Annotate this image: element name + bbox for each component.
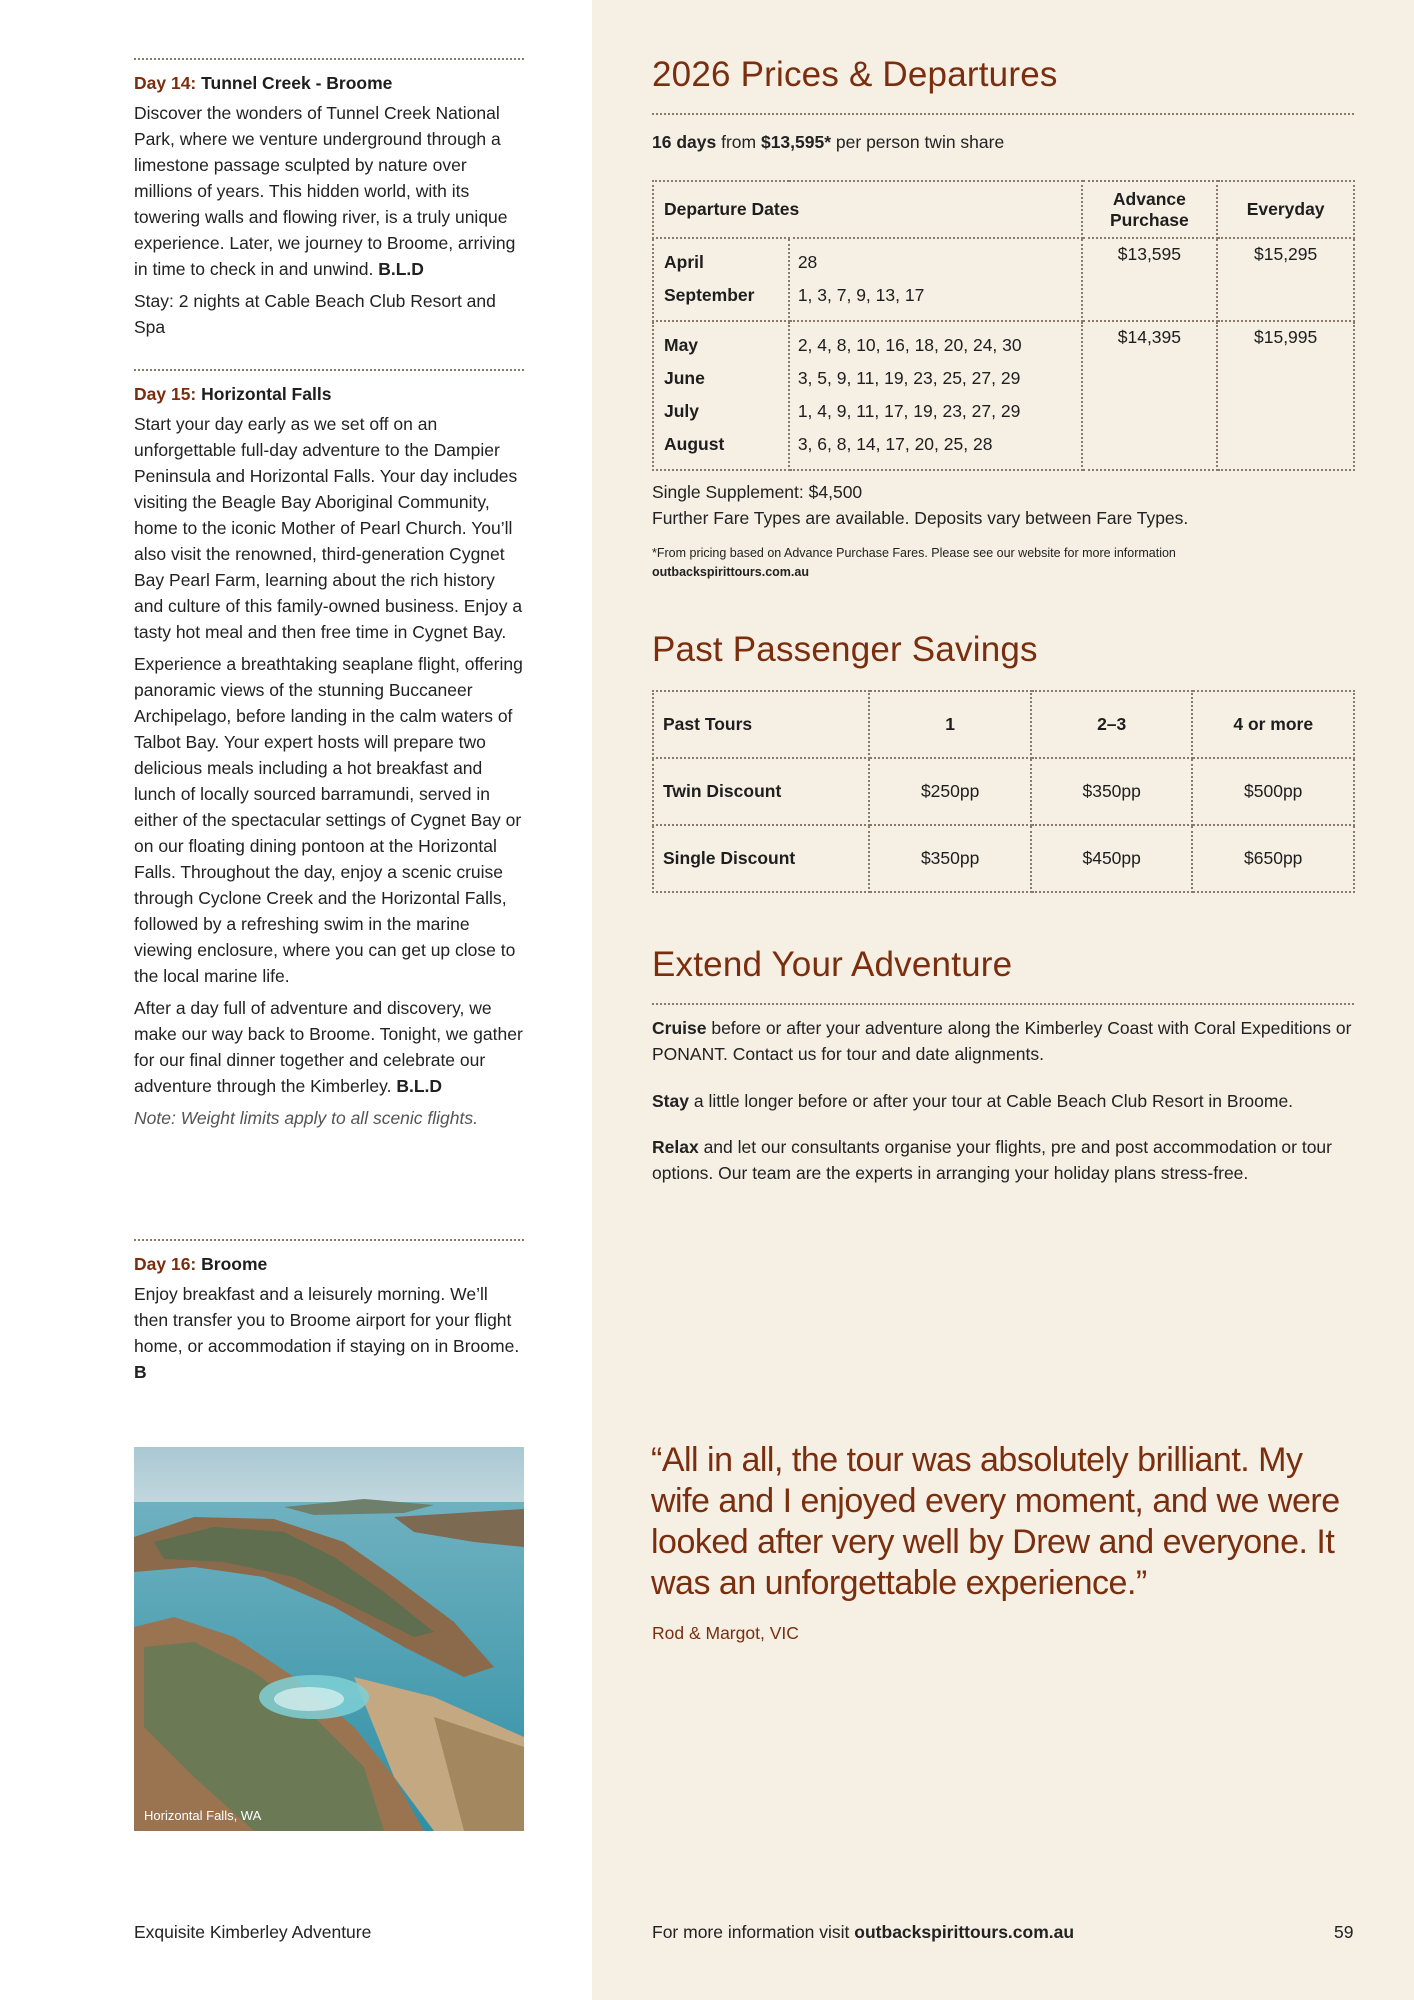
table-row <box>653 758 1354 825</box>
day-15-section <box>134 369 524 1131</box>
table-row <box>653 825 1354 892</box>
savings-header-row <box>653 691 1354 758</box>
day-16-title: Broome <box>201 1254 268 1274</box>
twin-discount-2-3: $350pp <box>1031 758 1193 825</box>
twin-discount-label: Twin Discount <box>653 758 869 825</box>
day-15-paragraph-1: Start your day early as we set off on an unforgettable full-day adventure to the Dampier Peninsula and Horizontal Falls. Your day includes visiting the Beagle Bay Aboriginal Community, home to the iconic Mother of Pearl Church. You’ll also visit the renowned, third-generation Cygnet Bay Pearl Farm, learning about the rich history and culture of this family-owned business. Enjoy a tasty hot meal and then free time in Cygnet Bay. <box>134 414 523 642</box>
single-discount-label: Single Discount <box>653 825 869 892</box>
table-row <box>653 238 1354 321</box>
savings-heading: Past Passenger Savings <box>652 630 1038 669</box>
single-supplement: Single Supplement: $4,500 <box>652 482 863 502</box>
cruise-option: Cruise before or after your adventure along the Kimberley Coast with Coral Expeditions or PONANT. Contact us for tour and date alignments. <box>652 1018 1352 1064</box>
divider <box>652 1003 1354 1005</box>
day-16-section <box>134 1239 524 1385</box>
stay-option: Stay a little longer before or after your tour at Cable Beach Club Resort in Broome. <box>652 1091 1294 1111</box>
group-2-advance-price: $14,395 <box>1082 321 1218 470</box>
day-15-paragraph-2: Experience a breathtaking seaplane flight, offering panoramic views of the stunning Buccaneer Archipelago, before landing in the calm waters of Talbot Bay. Your expert hosts will prepare two delicious meals including a hot breakfast and lunch of locally sourced barramundi, served in either of the spectacular settings of Cygnet Bay or on our floating dining pontoon at the Horizontal Falls. Throughout the day, enjoy a scenic cruise through Cyclone Creek and the Horizontal Falls, followed by a refreshing swim in the marine viewing enclosure, where you can get up close to the local marine life. <box>134 654 523 986</box>
footer-tour-name: Exquisite Kimberley Adventure <box>134 1922 372 1942</box>
group-2-months: May June July August <box>653 321 789 470</box>
table-row <box>653 321 1354 470</box>
extend-heading: Extend Your Adventure <box>652 945 1013 984</box>
day-15-meals: B.L.D <box>396 1076 443 1096</box>
day-16-meals: B <box>134 1362 147 1382</box>
divider <box>652 113 1354 115</box>
prices-heading: 2026 Prices & Departures <box>652 55 1058 94</box>
footer-info: For more information visit outbackspirittours.com.au <box>652 1922 1075 1942</box>
divider <box>134 58 524 60</box>
day-14-label: Day 14: <box>134 73 197 93</box>
past-passenger-savings-table <box>652 690 1355 893</box>
from-price: $13,595* <box>760 132 832 152</box>
day-16-label: Day 16: <box>134 1254 197 1274</box>
day-15-heading <box>134 383 524 405</box>
tour-duration: 16 days <box>652 132 717 152</box>
group-1-advance-price: $13,595 <box>1082 238 1218 321</box>
day-15-paragraph-3: After a day full of adventure and discovery, we make our way back to Broome. Tonight, we gather for our final dinner together and celebrate our adventure through the Kimberley. B.L.D <box>134 998 523 1096</box>
page-number: 59 <box>1334 1922 1354 1942</box>
day-14-section <box>134 58 524 340</box>
horizontal-falls-photo <box>134 1447 524 1831</box>
day-15-note: Note: Weight limits apply to all scenic flights. <box>134 1108 478 1128</box>
testimonial-author: Rod & Margot, VIC <box>652 1623 799 1643</box>
divider <box>134 1239 524 1241</box>
everyday-header: Everyday <box>1217 181 1354 238</box>
group-1-months: April September <box>653 238 789 321</box>
day-16-heading <box>134 1253 524 1275</box>
past-tours-header: Past Tours <box>653 691 869 758</box>
day-14-heading <box>134 72 524 94</box>
group-1-dates: 28 1, 3, 7, 9, 13, 17 <box>789 238 1082 321</box>
single-discount-1: $350pp <box>869 825 1031 892</box>
footer-website-link[interactable]: outbackspirittours.com.au <box>854 1922 1075 1942</box>
divider <box>134 369 524 371</box>
day-14-stay: Stay: 2 nights at Cable Beach Club Resort and Spa <box>134 291 496 337</box>
group-1-everyday-price: $15,295 <box>1217 238 1354 321</box>
departures-table <box>652 180 1355 471</box>
tours-1-header: 1 <box>869 691 1031 758</box>
group-2-everyday-price: $15,995 <box>1217 321 1354 470</box>
twin-discount-1: $250pp <box>869 758 1031 825</box>
single-discount-4-plus: $650pp <box>1192 825 1354 892</box>
fare-types-note: Further Fare Types are available. Deposits vary between Fare Types. <box>652 508 1189 528</box>
relax-option: Relax and let our consultants organise your flights, pre and post accommodation or tour options. Our team are the experts in arranging your holiday plans stress-free. <box>652 1137 1332 1183</box>
advance-purchase-header: Advance Purchase <box>1082 181 1218 238</box>
day-14-text: Discover the wonders of Tunnel Creek National Park, where we venture underground through a limestone passage sculpted by nature over millions of years. This hidden world, with its towering walls and flowing river, is a truly unique experience. Later, we journey to Broome, arriving in time to check in and unwind. B.L.D <box>134 103 516 279</box>
day-14-title: Tunnel Creek - Broome <box>201 73 393 93</box>
tours-4-plus-header: 4 or more <box>1192 691 1354 758</box>
group-2-dates: 2, 4, 8, 10, 16, 18, 20, 24, 30 3, 5, 9, 11, 19, 23, 25, 27, 29 1, 4, 9, 11, 17, 19, 23, 27, 29 3, 6, 8, 14, 17, 20, 25, 28 <box>789 321 1082 470</box>
tours-2-3-header: 2–3 <box>1031 691 1193 758</box>
testimonial-quote: “All in all, the tour was absolutely brilliant. My wife and I enjoyed every moment, and we were looked after very well by Drew and everyone. It was an unforgettable experience.” <box>651 1441 1340 1602</box>
photo-caption: Horizontal Falls, WA <box>144 1808 262 1823</box>
price-summary: 16 days from $13,595* per person twin share <box>652 132 1005 152</box>
day-16-text: Enjoy breakfast and a leisurely morning. We’ll then transfer you to Broome airport for your flight home, or accommodation if staying on in Broome. B <box>134 1284 520 1382</box>
departure-dates-header: Departure Dates <box>653 181 1082 238</box>
single-discount-2-3: $450pp <box>1031 825 1193 892</box>
twin-discount-4-plus: $500pp <box>1192 758 1354 825</box>
day-14-meals: B.L.D <box>378 259 424 279</box>
table-header-row <box>653 181 1354 238</box>
day-15-title: Horizontal Falls <box>201 384 332 404</box>
disclaimer-website-link[interactable]: outbackspirittours.com.au <box>652 565 809 579</box>
day-15-label: Day 15: <box>134 384 197 404</box>
pricing-disclaimer: *From pricing based on Advance Purchase Fares. Please see our website for more information <box>652 546 1176 560</box>
